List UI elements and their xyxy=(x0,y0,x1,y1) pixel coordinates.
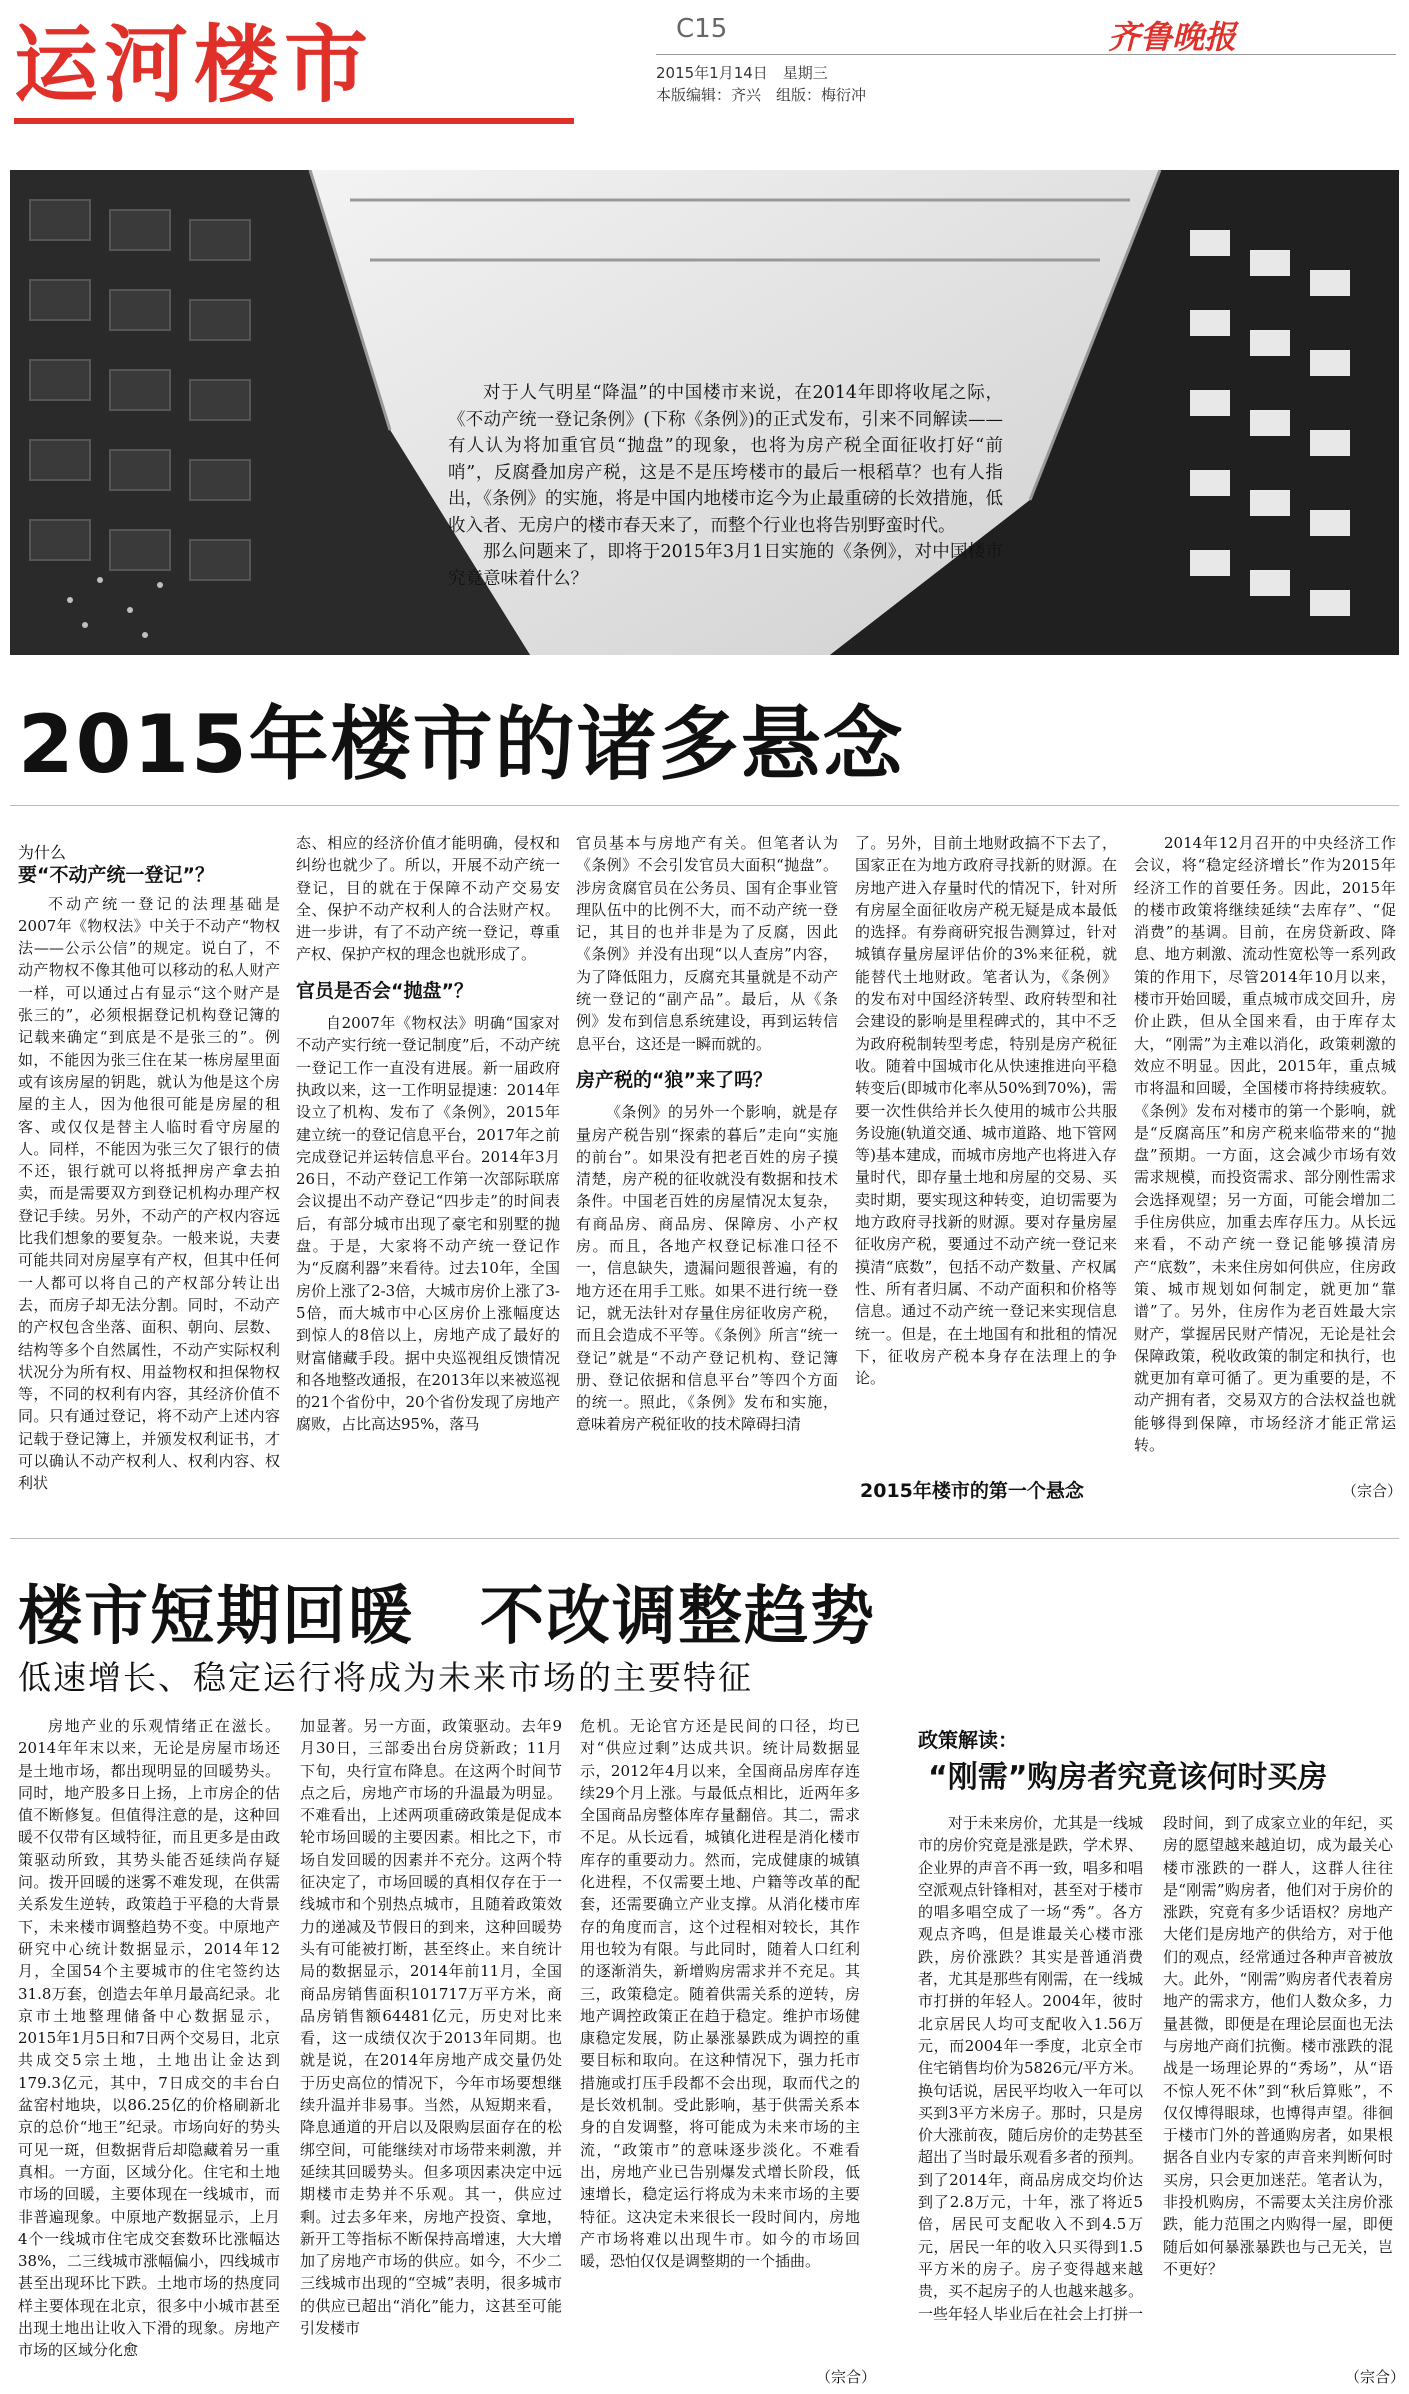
headline-short-term: 楼市短期回暖 不改调整趋势 xyxy=(18,1580,876,1654)
paragraph: 了。另外，目前土地财政搞不下去了，国家正在为地方政府寻找新的财源。在房地产进入存量时代的情况下，针对所有房屋全面征收房产税无疑是成本最低的选择。有券商研究报告测算过，针对城镇存量房屋评估价的3%来征税，就能替代土地财政。笔者认为，《条例》的发布对中国经济转型、政府转型和社会建设的影响是里程碑式的，其中不乏为政府税制转型考虑，特别是房产税征收。随着中国城市化从快速推进向平稳转变后(即城市化率从50%到70%)，需要一次性供给并长久使用的城市公共服务设施(轨道交通、城市道路、地下管网等)基本建成，而城市房地产也将进入存量时代，即存量土地和房屋的交易、买卖时期，要实现这种转变，迫切需要为地方政府寻找新的财源。要对存量房屋征收房产税，要通过不动产统一登记来摸清“底数”，包括不动产数量、产权属性、所有者归属、不动产面积和价格等信息。通过不动产统一登记来实现信息统一。但是，在土地国有和批租的情况下，征收房产税本身存在法理上的争论。 xyxy=(855,834,1117,1388)
paragraph: 段时间，到了成家立业的年纪，买房的愿望越来越迫切，成为最关心楼市涨跌的一群人，这群人往往是“刚需”购房者，他们对于房价的涨跌，究竟有多少话语权？房地产大佬们是房地产的供给方，对于他们的观点，经常通过各种声音被放大。此外，“刚需”购房者代表着房地产的需求方，他们人数众多，力量甚微，即便是在理论层面也无法与房地产商们抗衡。楼市涨跌的混战是一场理论界的“秀场”，从“语不惊人死不休”到“秋后算账”，不仅仅博得眼球，也博得声望。徘徊于楼市门外的普通购房者，如果根据各自业内专家的声音来判断何时买房，只会更加迷茫。笔者认为，非投机购房，不需要太关注房价涨跌，能力范围之内购得一屋，即便随后如何暴涨暴跌也与己无关，岂不更好？ xyxy=(1163,1814,1393,2278)
paragraph: 态、相应的经济价值才能明确，侵权和纠纷也就少了。所以，开展不动产统一登记，目的就在于保障不动产交易安全、保护不动产权利人的合法财产权。进一步讲，有了不动产统一登记，尊重产权、保护产权的理念也就形成了。 xyxy=(296,834,560,964)
section-rule xyxy=(10,805,1399,806)
header-rule xyxy=(656,54,1396,55)
paragraph: 房地产业的乐观情绪正在滋长。2014年年末以来，无论是房屋市场还是土地市场，都出现明显的回暖势头。同时，地产股多日上扬，上市房企的估值不断修复。但值得注意的是，这种回暖不仅带有区域特征，而且更多是由政策驱动所致，其势头能否延续尚存疑问。拨开回暖的迷雾不难发现，在供需关系发生逆转，政策趋于平稳的大背景下，未来楼市调整趋势不变。中原地产研究中心统计数据显示，2014年12月，全国54个主要城市的住宅签约达31.8万套，创造去年单月最高纪录。北京市土地整理储备中心数据显示，2015年1月5日和7日两个交易日，北京共成交5宗土地，土地出让金达到179.3亿元，其中，7日成交的丰台白盆窑村地块，以86.25亿的价格刷新北京的总价“地王”纪录。市场向好的势头可见一斑，但数据背后却隐藏着另一重真相。一方面，区域分化。住宅和土地市场的回暖，主要体现在一线城市，而非普遍现象。中原地产数据显示，上月4个一线城市住宅成交套数环比涨幅达38%，二三线城市涨幅偏小，四线城市甚至出现环比下跌。土地市场的热度同样主要体现在北京，很多中小城市甚至出现土地出让收入下滑的现象。房地产市场的区域分化愈 xyxy=(18,1717,280,2360)
intro-text: 对于人气明星“降温”的中国楼市来说，在2014年即将收尾之际，《不动产统一登记条例》(下称《条例》)的正式发布，引来不同解读——有人认为将加重官员“抛盘”的现象，也将为房产税全面征收打好“前哨”，反腐叠加房产税，这是不是压垮楼市的最后一根稻草？也有人指出，《条例》的实施，将是中国内地楼市迄今为止最重磅的长效措施，低收入者、无房户的楼市春天来了，而整个行业也将告别野蛮时代。 那么问题来了，即将于2015年3月1日实施的《条例》，对中国楼市究竟意味着什么？ xyxy=(448,383,1003,589)
signature: （宗合） xyxy=(1345,2368,1406,2386)
subhead-registration: 要“不动产统一登记”？ xyxy=(18,864,214,887)
column-3 xyxy=(576,832,838,1502)
editor-line: 本版编辑：齐兴 组版：梅衍冲 xyxy=(656,86,867,104)
date-line: 2015年1月14日 星期三 xyxy=(656,64,828,82)
column-a3 xyxy=(580,1715,860,2365)
paragraph: 不动产统一登记的法理基础是2007年《物权法》中关于不动产“物权法——公示公信”的规定。说白了，不动产物权不像其他可以移动的私人财产一样，可以通过占有显示“这个财产是张三的”，必须根据登记机构登记簿的记载来确定“到底是不是张三的”。例如，不能因为张三住在某一栋房屋里面或有该房屋的钥匙，就认为他是这个房屋的主人，因为他很可能是房屋的租客、或仅仅是替主人临时看守房屋的人。同样，不能因为张三欠了银行的债不还，银行就可以将抵押房产拿去拍卖，而是需要双方到登记机构办理产权登记手续。另外，不动产的产权内容远比我们想象的要复杂。一般来说，夫妻可能共同对房屋享有产权，但其中任何一人都可以将自己的产权部分转让出去，而房子却无法分割。同时，不动产的产权包含坐落、面积、朝向、层数、结构等多个自然属性，不动产实际权利状况分为所有权、用益物权和担保物权等，不同的权利有内容，其经济价值不同。只有通过登记，将不动产上述内容记载于登记簿上，并颁发权利证书，才可以确认不动产权利人、权利内容、权利状 xyxy=(18,894,280,1493)
subhead-property-tax: 房产税的“狼”来了吗？ xyxy=(576,1068,772,1091)
paragraph: 危机。无论官方还是民间的口径，均已对“供应过剩”达成共识。统计局数据显示，2012年4月以来，全国商品房库存连续29个月上涨。与最低点相比，近两年多全国商品房整体库存量翻倍。其二，需求不足。从长远看，城镇化进程是消化楼市库存的重要动力。然而，完成健康的城镇化进程，不仅需要土地、户籍等改革的配套，还需要确立产业支撑。从消化楼市库存的角度而言，这个过程相对较长，其作用也较为有限。与此同时，随着人口红利的逐渐消失，新增购房需求并不充足。其三，政策稳定。随着供需关系的逆转，房地产调控政策正在趋于稳定。维护市场健康稳定发展，防止暴涨暴跌成为调控的重要目标和取向。在这种情况下，强力托市措施或打压手段都不会出现，取而代之的是长效机制。受此影响，基于供需关系本身的自发调整，将可能成为未来市场的主流，“政策市”的意味逐步淡化。不难看出，房地产业已告别爆发式增长阶段，低速增长，稳定运行将成为未来市场的主要特征。这决定未来很长一段时间内，房地产市场将难以出现牛市。如今的市场回暖，恐怕仅仅是调整期的一个插曲。 xyxy=(580,1717,860,2271)
paragraph: 自2007年《物权法》明确“国家对不动产实行统一登记制度”后，不动产统一登记工作一直没有进展。新一届政府执政以来，这一工作明显提速：2014年设立了机构、发布了《条例》，2015年建立统一的登记信息平台，2017年之前完成登记并运转信息平台。2014年3月26日，不动产登记工作第一次部际联席会议提出不动产登记“四步走”的时间表后，有部分城市出现了豪宅和别墅的抛盘。于是，大家将不动产统一登记作为“反腐利器”来看待。过去10年，全国房价上涨了2-3倍，大城市房价上涨了3-5倍，而大城市中心区房价上涨幅度达到惊人的8倍以上，房地产成了最好的财富储藏手段。据中央巡视组反馈情况和各地整改通报，在2013年以来被巡视的21个省份中，20个省份发现了房地产腐败，占比高达95%，落马 xyxy=(296,1014,560,1434)
subheadline: 低速增长、稳定运行将成为未来市场的主要特征 xyxy=(18,1658,753,1697)
column-4 xyxy=(855,832,1117,1472)
headline-2015: 2015年楼市的诸多悬念 xyxy=(18,698,905,791)
signature: （宗合） xyxy=(816,2368,877,2386)
paragraph: 对于未来房价，尤其是一线城市的房价究竟是涨是跌，学术界、企业界的声音不再一致，唱多和唱空派观点针锋相对，甚至对于楼市的唱多唱空成了一场“秀”。各方观点齐鸣，但是谁最关心楼市涨跌，房价涨跌？其实是普通消费者，尤其是那些有刚需，在一线城市打拼的年轻人。2004年，彼时北京居民人均可支配收入1.56万元，而2004年一季度，北京全市住宅销售均价为5826元/平方米。换句话说，居民平均收入一年可以买到3平方米房子。那时，只是房价大涨前夜，随后房价的走势甚至超出了当时最乐观看多者的预判。到了2014年，商品房成交均价达到了2.8万元，十年，涨了将近5倍，居民可支配收入不到4.5万元，居民一年的收入只买得到1.5平方米的房子。房子变得越来越贵，买不起房子的人也越来越多。一些年轻人毕业后在社会上打拼一 xyxy=(918,1814,1143,2323)
kicker-why: 为什么 xyxy=(18,843,67,862)
paragraph: 加显著。另一方面，政策驱动。去年9月30日，三部委出台房贷新政；11月下旬，央行宣布降息。在这两个时间节点之后，房地产市场的升温最为明显。不难看出，上述两项重磅政策是促成本轮市场回暖的主要因素。相比之下，市场自发回暖的因素并不充分。这两个特征决定了，市场回暖的真相仅存在于一线城市和个别热点城市，且随着政策效力的递减及节假日的到来，这种回暖势头有可能被打断，甚至终止。来自统计局的数据显示，2014年前11月，全国商品房销售面积101717万平方米，商品房销售额64481亿元，历史对比来看，这一成绩仅次于2013年同期。也就是说，在2014年房地产成交量仍处于历史高位的情况下，今年市场要想继续升温并非易事。当然，从短期来看，降息通道的开启以及限购层面存在的松绑空间，可能继续对市场带来刺激，并延续其回暖势头。但多项因素决定中远期楼市走势并不乐观。其一，供应过剩。过去多年来，房地产投资、拿地，新开工等指标不断保持高增速，大大增加了房地产市场的供应。如今，不少二三线城市出现的“空城”表明，很多城市的供应已超出“消化”能力，这甚至可能引发楼市 xyxy=(300,1717,562,2338)
column-1 xyxy=(18,842,280,1502)
page-number: C15 xyxy=(676,14,728,44)
paragraph: 官员基本与房地产有关。但笔者认为《条例》不会引发官员大面积“抛盘”。涉房贪腐官员在公务员、国有企事业管理队伍中的比例不大，而不动产统一登记，其目的也并非是为了反腐，因此《条例》并没有出现“以人查房”内容，为了降低阻力，反腐充其量就是不动产统一登记的“副产品”。最后，从《条例》发布到信息系统建设，再到运转信息平台，这还是一瞬而就的。 xyxy=(576,834,838,1053)
signature: （宗合） xyxy=(1342,1482,1403,1500)
section-title: 运河楼市 xyxy=(14,12,624,118)
column-a4 xyxy=(918,1812,1143,2382)
column-a2 xyxy=(300,1715,562,2385)
policy-headline: “刚需”购房者究竟该何时买房 xyxy=(928,1760,1328,1795)
policy-kicker: 政策解读： xyxy=(918,1728,1018,1752)
column-2 xyxy=(296,832,560,1502)
paragraph: 2014年12月召开的中央经济工作会议，将“稳定经济增长”作为2015年经济工作的首要任务。因此，2015年的楼市政策将继续延续“去库存”、“促消费”的基调。目前，在房贷新政、降息、地方刺激、流动性宽松等一系列政策的作用下，尽管2014年10月以来，楼市开始回暖，重点城市成交回升，房价止跌，但从全国来看，由于库存太大，“刚需”为主难以消化，政策刺激的效应不明显。因此，2015年，重点城市将温和回暖，全国楼市将持续疲软。《条例》发布对楼市的第一个影响，就是“反腐高压”和房产税来临带来的“抛盘”预期。一方面，这会减少市场有效需求规模，而投资需求、部分刚性需求会选择观望；另一方面，可能会增加二手住房供应，加重去库存压力。从长远来看，不动产统一登记能够摸清房产“底数”，未来住房如何供应，住房政策、城市规划如何制定，就更加“靠谱”了。另外，住房作为老百姓最大宗财产，掌握居民财产情况，无论是社会保障政策，税收政策的制定和执行，也就更加有章可循了。更为重要的是，不动产拥有者，交易双方的合法权益也就能够得到保障，市场经济才能正常运转。 xyxy=(1134,834,1396,1455)
column-a5 xyxy=(1163,1812,1393,2362)
paragraph: 《条例》的另外一个影响，就是存量房产税告别“探索的暮后”走向“实施的前台”。如果没有把老百姓的房子摸清楚，房产税的征收就没有数据和技术条件。中国老百姓的房屋情况太复杂，有商品房、商品房、保障房、小产权房。而且，各地产权登记标准口径不一，信息缺失，遗漏问题很普遍，有的地方还在用手工账。如果不进行统一登记，就无法针对存量住房征收房产税，而且会造成不平等。《条例》所言“统一登记”就是“不动产登记机构、登记簿册、登记依据和信息平台”等四个方面的统一。照此，《条例》发布和实施，意味着房产税征收的技术障碍扫清 xyxy=(576,1103,838,1434)
column-a1 xyxy=(18,1715,280,2385)
column-5 xyxy=(1134,832,1396,1502)
section-rule xyxy=(10,1538,1399,1539)
subhead-first-suspense: 2015年楼市的第一个悬念 xyxy=(860,1480,1084,1502)
subhead-officials: 官员是否会“抛盘”？ xyxy=(296,979,473,1002)
paper-logo: 齐鲁晚报 xyxy=(1108,18,1237,56)
